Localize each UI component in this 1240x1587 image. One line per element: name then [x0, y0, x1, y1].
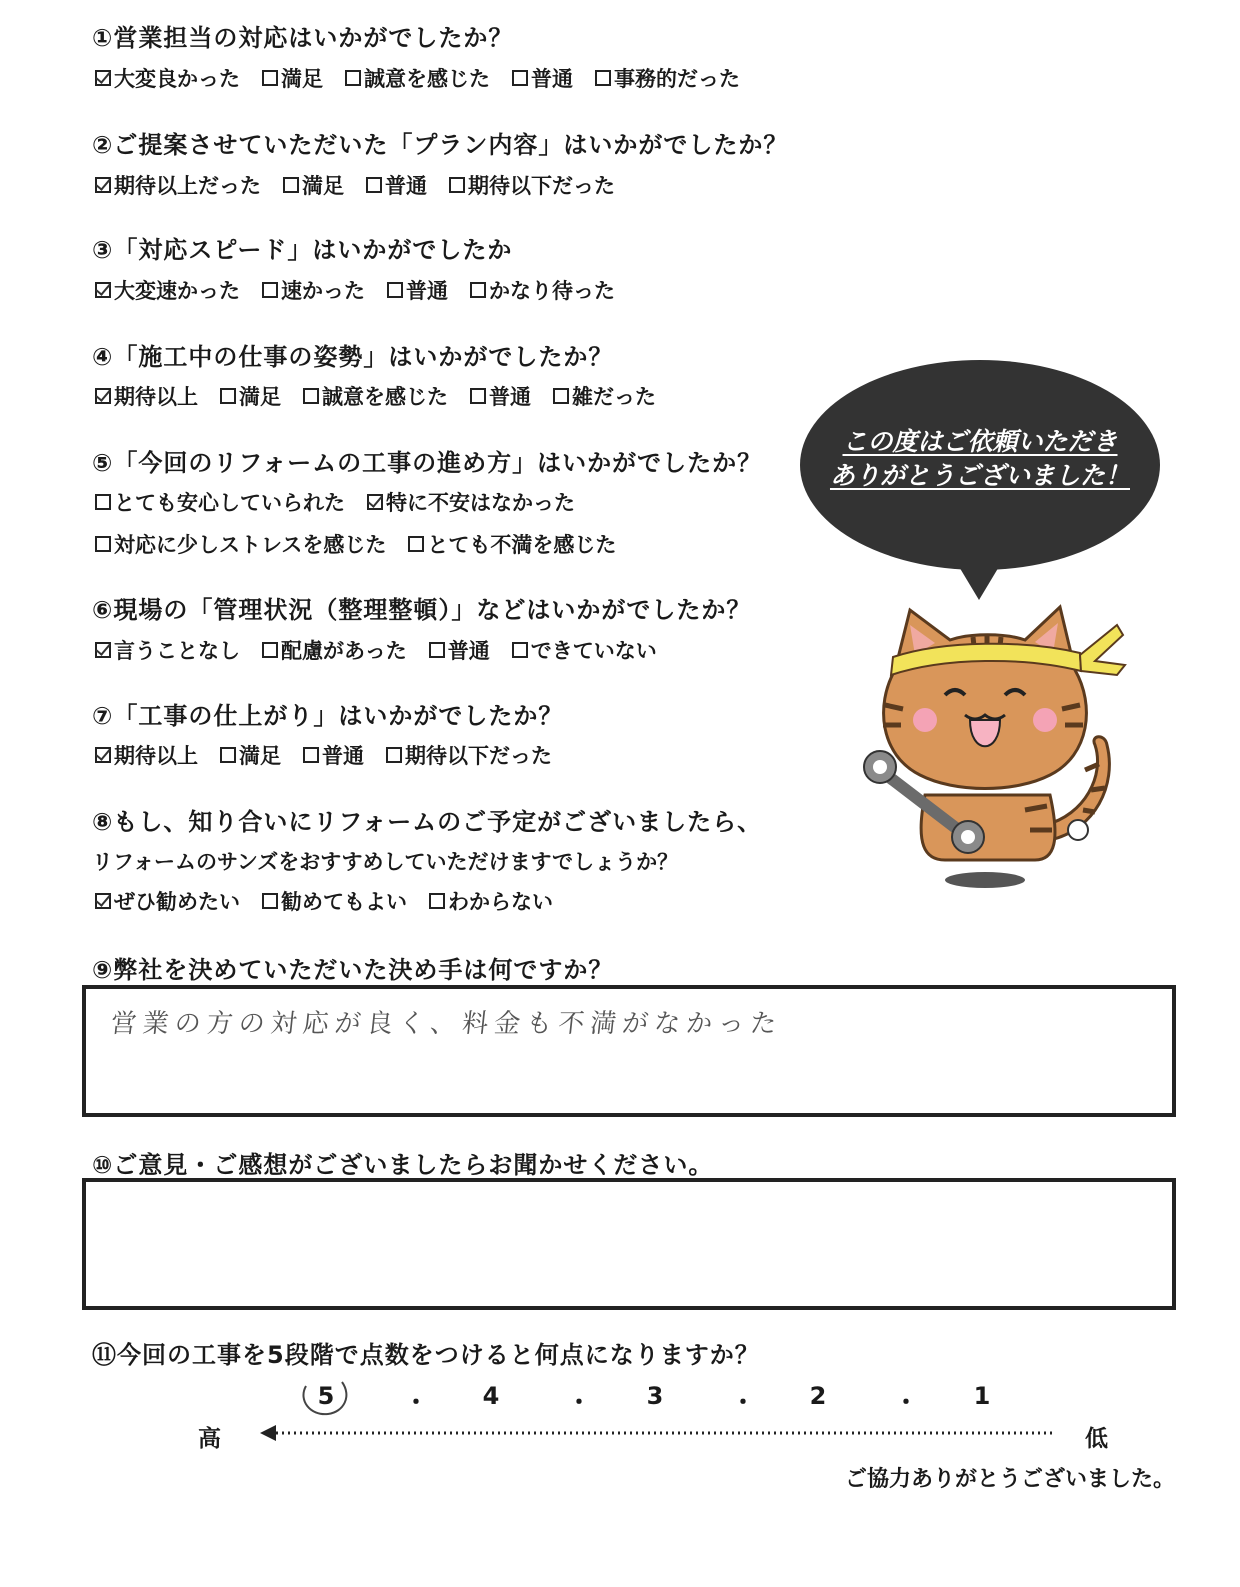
checkbox-checked[interactable]: [95, 70, 111, 86]
option-label: わからない: [448, 890, 553, 914]
question-title: ②ご提案させていただいた「プラン内容」はいかがでしたか？: [92, 131, 789, 159]
option-label: かなり待った: [489, 279, 615, 303]
checkbox[interactable]: [262, 70, 278, 86]
option-label: 勧めてもよい: [281, 890, 407, 914]
option[interactable]: [262, 635, 407, 665]
option-label: 期待以上: [114, 744, 198, 768]
checkbox[interactable]: [595, 70, 611, 86]
option[interactable]: [220, 381, 281, 411]
checkbox[interactable]: [303, 388, 319, 404]
scale-1[interactable]: 1: [973, 1382, 991, 1410]
option[interactable]: [429, 635, 490, 665]
checkbox[interactable]: [220, 747, 236, 763]
question-title: ⑤「今回のリフォームの工事の進め方」はいかがでしたか？: [92, 449, 763, 477]
option[interactable]: [220, 740, 281, 770]
option[interactable]: [595, 63, 740, 93]
option-label: 普通: [447, 639, 490, 663]
option-label: 満足: [281, 67, 323, 91]
option[interactable]: [449, 170, 615, 200]
scale-4[interactable]: 4: [482, 1382, 500, 1410]
speech-bubble-tail: [955, 560, 1003, 600]
scale-high-label: 高: [198, 1426, 221, 1452]
checkbox-checked[interactable]: [95, 893, 111, 909]
options-row: [95, 275, 637, 305]
option-label: 期待以下だった: [405, 744, 552, 768]
selected-circle: [298, 1376, 356, 1418]
checkbox[interactable]: [262, 282, 278, 298]
checkbox[interactable]: [449, 177, 465, 193]
option-label: 言うことなし: [114, 639, 240, 663]
option[interactable]: [262, 275, 365, 305]
checkbox[interactable]: [262, 893, 278, 909]
checkbox[interactable]: [303, 747, 319, 763]
option-label: 満足: [239, 385, 281, 409]
option[interactable]: [366, 170, 427, 200]
option-label: 速かった: [281, 279, 365, 303]
question-subtitle: リフォームのサンズをおすすめしていただけますでしょうか？: [92, 850, 679, 874]
checkbox-checked[interactable]: [95, 747, 111, 763]
checkbox[interactable]: [95, 536, 111, 552]
checkbox[interactable]: [386, 747, 402, 763]
option-label: 普通: [531, 67, 573, 91]
option[interactable]: [95, 529, 386, 559]
option-label: 配慮があった: [281, 639, 407, 663]
option-label: 大変速かった: [114, 279, 240, 303]
checkbox[interactable]: [95, 494, 111, 510]
question-title: ③「対応スピード」はいかがでしたか: [92, 236, 513, 264]
option[interactable]: [553, 381, 656, 411]
option-label: 特に不安はなかった: [386, 491, 575, 515]
question-title: ⑥現場の「管理状況（整理整頓）」などはいかがでしたか？: [92, 596, 752, 624]
option[interactable]: [512, 635, 657, 665]
option-label: 誠意を感じた: [322, 385, 448, 409]
option-label: 普通: [385, 174, 427, 198]
scale-separator: ・: [731, 1388, 755, 1416]
scale-5[interactable]: 5: [317, 1382, 335, 1410]
option[interactable]: [303, 381, 448, 411]
option[interactable]: [367, 487, 575, 517]
checkbox[interactable]: [408, 536, 424, 552]
option[interactable]: [345, 63, 490, 93]
option[interactable]: [470, 381, 531, 411]
option-label: とても不満を感じた: [427, 533, 617, 557]
checkbox[interactable]: [429, 642, 445, 658]
scale-arrow: [258, 1420, 1058, 1446]
cat-mascot-illustration: [855, 595, 1135, 895]
closing-thanks: ご協力ありがとうございました。: [845, 1467, 1176, 1492]
question-title: ⑧もし、知り合いにリフォームのご予定がございましたら、: [92, 808, 763, 836]
option[interactable]: [262, 886, 407, 916]
checkbox[interactable]: [553, 388, 569, 404]
scale-2[interactable]: 2: [809, 1382, 827, 1410]
checkbox-checked[interactable]: [95, 642, 111, 658]
option-label: 対応に少しストレスを感じた: [114, 533, 387, 557]
option[interactable]: [95, 740, 198, 770]
option[interactable]: [95, 487, 345, 517]
checkbox[interactable]: [512, 642, 528, 658]
option-label: 期待以下だった: [468, 174, 615, 198]
checkbox[interactable]: [366, 177, 382, 193]
scale-separator: ・: [567, 1388, 591, 1416]
option[interactable]: [95, 275, 240, 305]
checkbox[interactable]: [470, 282, 486, 298]
bubble-line-1: この度はご依頼いただき: [842, 427, 1118, 456]
question-9-answer-box[interactable]: [82, 985, 1176, 1117]
checkbox[interactable]: [387, 282, 403, 298]
question-title: ①営業担当の対応はいかがでしたか？: [92, 24, 514, 52]
option[interactable]: [95, 170, 261, 200]
checkbox[interactable]: [429, 893, 445, 909]
checkbox-checked[interactable]: [367, 494, 383, 510]
checkbox[interactable]: [262, 642, 278, 658]
question-9-title: ⑨弊社を決めていただいた決め手は何ですか？: [92, 956, 614, 984]
scale-separator: ・: [894, 1388, 918, 1416]
question-title: ⑦「工事の仕上がり」はいかがでしたか？: [92, 702, 564, 730]
scale-low-label: 低: [1085, 1426, 1108, 1452]
option-label: 普通: [322, 744, 364, 768]
checkbox-checked[interactable]: [95, 282, 111, 298]
option[interactable]: [95, 635, 240, 665]
bubble-line-2: ありがとうございました！: [829, 461, 1130, 490]
option-label: 大変良かった: [114, 67, 240, 91]
option[interactable]: [262, 63, 323, 93]
speech-bubble-text: [820, 425, 1140, 493]
question-10-answer-box[interactable]: [82, 1178, 1176, 1310]
option-label: 普通: [489, 385, 531, 409]
option-label: 期待以上だった: [114, 174, 261, 198]
checkbox[interactable]: [470, 388, 486, 404]
option-label: 普通: [406, 279, 448, 303]
option-label: 事務的だった: [614, 67, 740, 91]
question-10-title: ⑩ご意見・ご感想がございましたらお聞かせください。: [92, 1151, 714, 1179]
question-title: ④「施工中の仕事の姿勢」はいかがでしたか？: [92, 343, 614, 371]
checkbox-checked[interactable]: [95, 177, 111, 193]
question-11-title: ⑪今回の工事を5段階で点数をつけると何点になりますか？: [92, 1341, 760, 1369]
option-label: 満足: [302, 174, 344, 198]
checkbox[interactable]: [345, 70, 361, 86]
option-label: 満足: [239, 744, 281, 768]
scale-separator: ・: [404, 1388, 428, 1416]
option[interactable]: [95, 63, 240, 93]
options-row: [95, 529, 638, 559]
option[interactable]: [470, 275, 615, 305]
option-label: 期待以上: [114, 385, 198, 409]
option[interactable]: [512, 63, 573, 93]
options-row: [95, 381, 678, 411]
checkbox-checked[interactable]: [95, 388, 111, 404]
option[interactable]: [408, 529, 616, 559]
option[interactable]: [303, 740, 364, 770]
option-label: とても安心していられた: [114, 491, 345, 515]
option[interactable]: [429, 886, 553, 916]
option-label: 雑だった: [572, 385, 656, 409]
scale-3[interactable]: 3: [646, 1382, 664, 1410]
options-row: [95, 635, 679, 665]
options-row: [95, 886, 575, 916]
checkbox[interactable]: [220, 388, 236, 404]
option[interactable]: [283, 170, 344, 200]
option-label: ぜひ勧めたい: [114, 890, 240, 914]
checkbox[interactable]: [283, 177, 299, 193]
option[interactable]: [386, 740, 552, 770]
handwritten-answer: 営業の方の対応が良く、料金も不満がなかった: [109, 1009, 784, 1039]
option[interactable]: [387, 275, 448, 305]
option[interactable]: [95, 381, 198, 411]
option-label: 誠意を感じた: [364, 67, 490, 91]
options-row: [95, 740, 574, 770]
option[interactable]: [95, 886, 240, 916]
checkbox[interactable]: [512, 70, 528, 86]
options-row: [95, 170, 637, 200]
option-label: できていない: [530, 639, 657, 663]
options-row: [95, 63, 762, 93]
options-row: [95, 487, 597, 517]
